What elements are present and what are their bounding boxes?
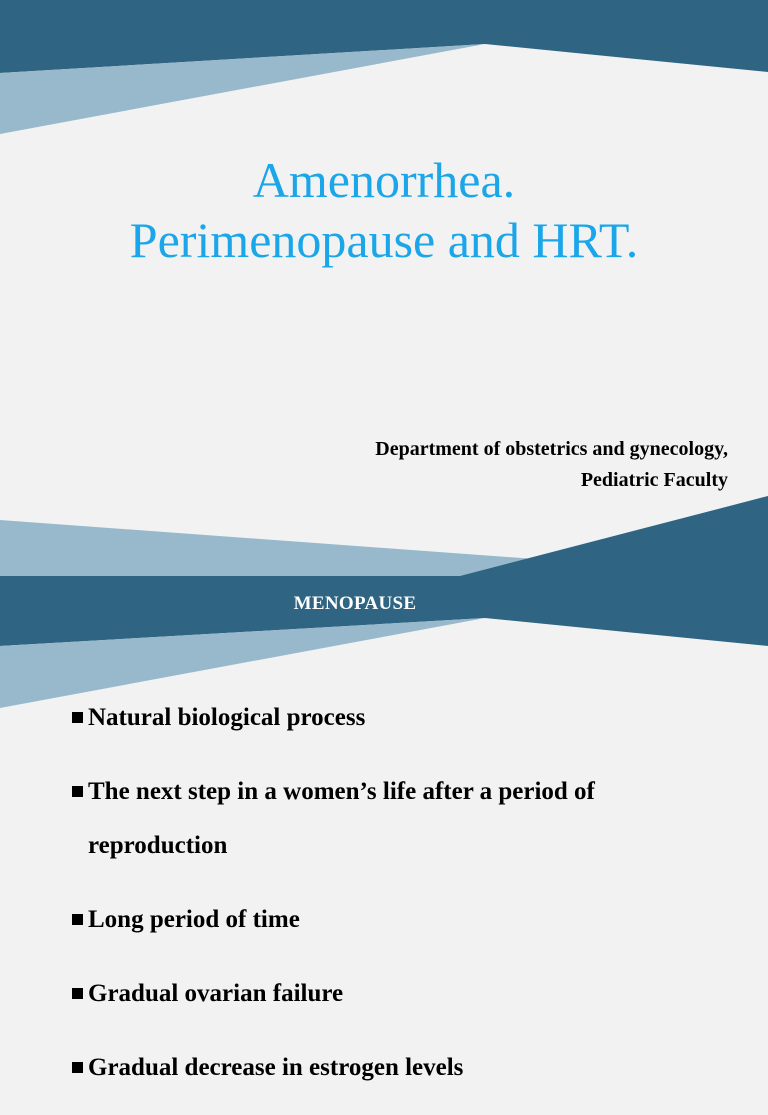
- slide-subtitle: [375, 434, 728, 496]
- slide-title: [0, 150, 768, 270]
- slide-title-line-1: Amenorrhea.: [252, 152, 516, 208]
- menopause-slide: [0, 576, 768, 1081]
- square-bullet-icon: [72, 712, 83, 723]
- bullet-item: [72, 967, 732, 1021]
- square-bullet-icon: [72, 1062, 83, 1073]
- bullet-text: Long period of time: [88, 906, 300, 933]
- section-heading: MENOPAUSE: [293, 593, 417, 614]
- bottom-dark-band: [460, 496, 768, 576]
- bullet-item: [72, 893, 732, 947]
- square-bullet-icon: [72, 786, 83, 797]
- department-name: Department of obstetrics and gynecology,: [375, 438, 728, 460]
- bullet-text: Gradual decrease in estrogen levels: [88, 1054, 464, 1081]
- bullet-text: Natural biological process: [88, 704, 366, 731]
- bullet-item: [72, 1041, 732, 1095]
- square-bullet-icon: [72, 988, 83, 999]
- slide-title-line-2: Perimenopause and HRT.: [129, 212, 639, 268]
- bullet-item: [72, 691, 732, 745]
- faculty-name: Pediatric Faculty: [580, 469, 728, 491]
- bullet-text: The next step in a women’s life after a period of reproduction: [88, 778, 595, 859]
- square-bullet-icon: [72, 914, 83, 925]
- bullet-list: [72, 691, 732, 1115]
- bullet-text: Gradual ovarian failure: [88, 980, 344, 1007]
- bullet-item: [72, 765, 732, 873]
